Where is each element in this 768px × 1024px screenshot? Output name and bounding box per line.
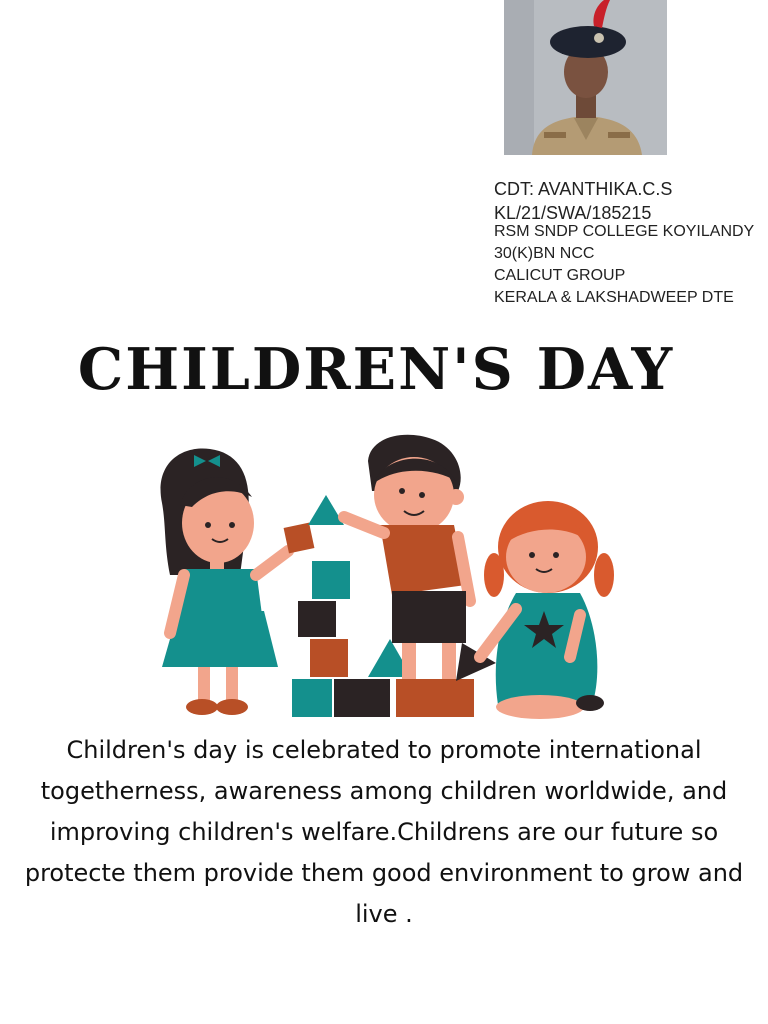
- girl-right-figure: [480, 501, 614, 719]
- directorate: KERALA & LAKSHADWEEP DTE: [494, 289, 734, 306]
- college-name: RSM SNDP COLLEGE KOYILANDY: [494, 223, 755, 240]
- boy-figure: [344, 435, 470, 679]
- registration-number: KL/21/SWA/185215: [494, 203, 652, 223]
- children-playing-illustration: [140, 425, 620, 725]
- group-name: CALICUT GROUP: [494, 267, 626, 284]
- cadet-name: CDT: AVANTHIKA.C.S: [494, 179, 673, 199]
- battalion: 30(K)BN NCC: [494, 245, 595, 262]
- cadet-photo: [504, 0, 667, 155]
- girl-left-figure: [161, 448, 288, 715]
- body-paragraph: Children's day is celebrated to promote international togetherness, awareness among children worldwide, and improving children's welfare.Childrens are our future so protecte them provide them good environment to grow and live .: [24, 736, 744, 928]
- page-title: CHILDREN'S DAY: [77, 336, 675, 403]
